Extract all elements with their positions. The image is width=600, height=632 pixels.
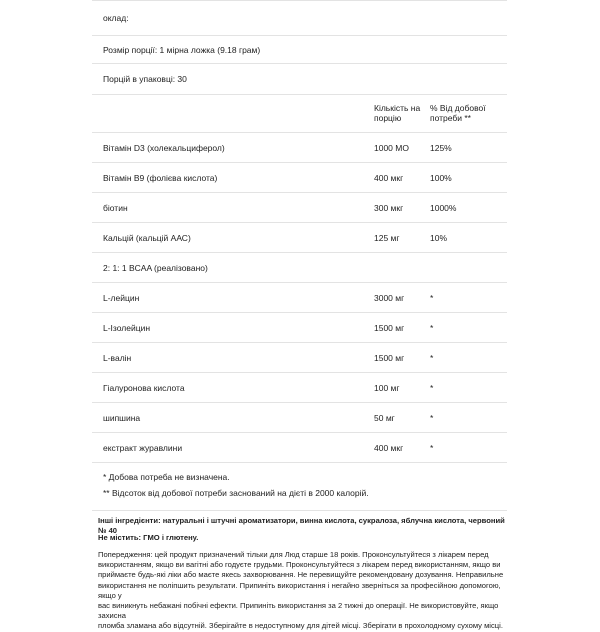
warning-line: використання не поліпшить результати. Припиніть використання і негайно зверніться за професійною допомогою, якщо у (98, 580, 501, 600)
nutrient-name: 2: 1: 1 BCAA (реалізовано) (103, 263, 208, 273)
nutrient-name: L-Ізолейцин (103, 323, 151, 333)
warning-line: Попередження: цей продукт призначений тільки для Люд старше 18 років. Проконсультуйтеся з лікарем перед (98, 550, 489, 559)
nutrient-name: Вітамін D3 (холекальциферол) (103, 143, 225, 153)
nutrient-name: Кальцій (кальцій ААС) (103, 233, 191, 243)
nutrient-name: екстракт журавлини (103, 443, 183, 453)
nutrient-daily-value: * (430, 413, 434, 423)
nutrient-daily-value: 1000% (430, 203, 457, 213)
table-header-row (92, 95, 507, 133)
nutrient-name: біотин (103, 203, 128, 213)
nutrient-amount: 100 мг (374, 383, 400, 393)
nutrient-amount: 1000 МО (374, 143, 409, 153)
warning-line: приймаєте будь-які ліки або маєте якесь захворювання. Не перевищуйте рекомендовану дозування. Неправильне (98, 570, 504, 580)
nutrient-row (92, 403, 507, 433)
nutrient-daily-value: 100% (430, 173, 452, 183)
nutrient-daily-value: * (430, 323, 434, 333)
nutrient-name: L-валін (103, 353, 132, 363)
nutrient-row (92, 283, 507, 313)
nutrient-amount: 1500 мг (374, 353, 405, 363)
nutrient-row (92, 433, 507, 463)
warning-line: пломба зламана або відсутній. Зберігайте в недоступному для дітей місці. Зберігати в прохолодному сухому місці. (98, 621, 503, 631)
nutrient-daily-value: * (430, 443, 434, 453)
footnotes (92, 463, 507, 511)
nutrient-row (92, 163, 507, 193)
footnote-undetermined: * Добова потреба не визначена. (103, 472, 230, 482)
nutrient-amount: 300 мкг (374, 203, 404, 213)
header-amount-line1: Кількість на (374, 103, 421, 113)
warning-block (98, 550, 508, 632)
serving-size-row (92, 36, 507, 64)
nutrient-amount: 400 мкг (374, 173, 404, 183)
servings-per-container: Порцій в упаковці: 30 (103, 74, 187, 84)
serving-size: Розмір порції: 1 мірна ложка (9.18 грам) (103, 45, 261, 55)
top-partial-text: оклад: (103, 13, 129, 23)
free-from (98, 533, 508, 543)
nutrient-row (92, 253, 507, 283)
nutrient-daily-value: * (430, 383, 434, 393)
nutrient-daily-value: * (430, 293, 434, 303)
nutrient-name: Гіалуронова кислота (103, 383, 185, 393)
nutrient-name: L-лейцин (103, 293, 140, 303)
nutrient-daily-value: * (430, 353, 434, 363)
nutrient-row (92, 373, 507, 403)
nutrient-name: Вітамін B9 (фолієва кислота) (103, 173, 218, 183)
warning-line: вас виникнуть небажані побічні ефекти. Припиніть використання за 2 тижні до операції. Не використовуйте, якщо захисна (98, 601, 499, 621)
header-dv-line2: потреби ** (430, 113, 471, 123)
nutrient-name: шипшина (103, 413, 141, 423)
nutrient-daily-value: 125% (430, 143, 452, 153)
footnote-daily-value: ** Відсоток від добової потреби заснований на дієті в 2000 калорій. (103, 488, 369, 498)
nutrient-daily-value: 10% (430, 233, 448, 243)
nutrient-row (92, 313, 507, 343)
top-partial-row (92, 0, 507, 36)
header-dv-line1: % Від добової (430, 103, 486, 113)
nutrient-amount: 125 мг (374, 233, 400, 243)
warning-line: використанням, якщо ви вагітні або годуєте грудьми. Проконсультуйтеся з лікарем перед використанням, якщо ви (98, 560, 501, 570)
header-amount-line2: порцію (374, 113, 402, 123)
free-from-text: Не містить: ГМО і глютену. (98, 533, 199, 542)
nutrient-amount: 3000 мг (374, 293, 405, 303)
nutrient-row (92, 223, 507, 253)
nutrient-row (92, 343, 507, 373)
supplement-facts-panel (92, 0, 507, 631)
nutrient-row (92, 133, 507, 163)
other-ingredients-text: Інші інгредієнти: натуральні і штучні ароматизатори, винна кислота, сукралоза, яблучна кислота, червоний № 40 (98, 516, 505, 536)
nutrient-row (92, 193, 507, 223)
nutrient-amount: 50 мг (374, 413, 395, 423)
servings-per-container-row (92, 64, 507, 95)
nutrient-amount: 1500 мг (374, 323, 405, 333)
nutrient-amount: 400 мкг (374, 443, 404, 453)
